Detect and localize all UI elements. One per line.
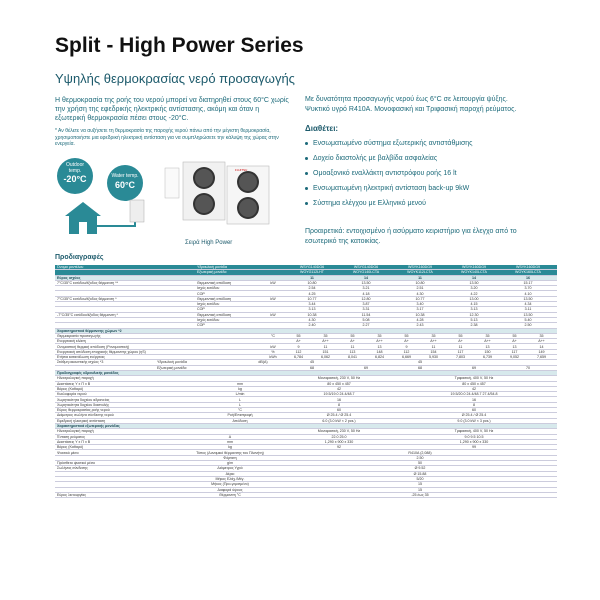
row-value: 35 — [377, 333, 382, 338]
row-value: 3.13 — [308, 307, 316, 312]
row-value: 13 — [377, 344, 382, 349]
row-unit: mm — [237, 381, 243, 386]
row-value: 2.50 — [416, 455, 424, 460]
row-unit: kg — [228, 445, 232, 450]
row-value: 2.38 — [470, 323, 478, 328]
page-subtitle: Υψηλής θερμοκρασίας νερό προσαγωγής — [55, 71, 295, 86]
row-value: 99 — [472, 445, 476, 450]
outdoor-unit-illustration — [165, 162, 269, 224]
row-unit: kW — [270, 296, 276, 301]
row-value: A+ — [512, 339, 517, 344]
row-value: 3.13 — [470, 307, 478, 312]
row-value: 150 — [484, 349, 491, 354]
row-value: 19.5/19.0 24.4/48.7 — [323, 392, 355, 397]
row-value: 9.0 9.5 10.5 — [464, 434, 484, 439]
row-value: A++ — [538, 339, 545, 344]
header-model-name: Όνομα μοντέλου — [57, 265, 84, 269]
row-value: 15 — [418, 487, 422, 492]
header-indoor-model: WSYK160DG9 — [408, 265, 432, 269]
row-value: 12.80 — [361, 296, 371, 301]
row-value: 7,803 — [456, 355, 465, 360]
feature-item: Δοχείο διαστολής με βαλβίδα ασφαλείας — [305, 155, 437, 162]
row-value: Μονοφασική, 230 V, 50 Hz — [317, 429, 361, 434]
feature-item: Ενσωματωμένη ηλεκτρική αντίσταση back-up 9kW — [305, 185, 469, 192]
row-value: A+ — [350, 339, 355, 344]
row-value: 3.11 — [524, 307, 532, 312]
row-value: Ø 9.52 — [414, 466, 426, 471]
row-value: A+ — [296, 339, 301, 344]
water-temp-value: 60°C — [114, 180, 136, 190]
row-sub: COP — [197, 323, 205, 328]
specs-title: Προδιαγραφές — [55, 254, 104, 261]
row-label: Ηλεκτρολογική παροχή — [57, 376, 94, 381]
row-value: 13 — [485, 344, 490, 349]
row-value: 22.0 25.0 — [331, 434, 347, 439]
row-unit: L — [239, 397, 241, 402]
header-outdoor-model: WOYK112LCTA — [407, 270, 433, 275]
row-unit: Φόρτιση — [223, 455, 237, 460]
row-value: 1,290 x 900 x 330 — [459, 439, 489, 444]
product-figure — [55, 148, 290, 240]
row-value: Τριφασική, 400 V, 50 Hz — [454, 429, 494, 434]
feature-item: Σύστημα ελέγχου με Ελληνικό μενού — [305, 200, 426, 207]
header-indoor-model: WSYG140DG6 — [299, 265, 325, 269]
row-value: 151 — [322, 349, 329, 354]
row-sub: Θερμαντική απόδοση — [197, 280, 232, 285]
header-indoor-model: WSYK160DG9 — [516, 265, 540, 269]
row-value: 7,659 — [537, 355, 546, 360]
capacity-value: 16 — [526, 275, 530, 280]
row-value: 1,290 x 900 x 330 — [324, 439, 354, 444]
row-label: Ενεργειακή κλάση — [57, 339, 86, 344]
header-indoor: Υδραυλική μονάδα — [197, 265, 227, 269]
row-value: 68 — [418, 365, 422, 370]
specs-table — [55, 265, 557, 600]
feature-item: Ενσωματωμένο σύστημα εξωτερικής αντιστάθμισης — [305, 140, 473, 147]
section-heading: Προδιαγραφές υδραυλικής μονάδας — [57, 371, 119, 375]
row-value: 92 — [337, 445, 341, 450]
row-value: A+ — [458, 339, 463, 344]
row-value: 42 — [337, 386, 341, 391]
capacity-value: 11 — [310, 275, 314, 280]
row-unit: L/min — [235, 392, 245, 397]
row-value: 6,784 — [294, 355, 303, 360]
row-value: 16 — [472, 397, 476, 402]
right-para-2: Ψυκτικό υγρό R410A. Μονοφασική και Τριφασική παροχή ρεύματος. — [305, 106, 517, 113]
row-sub: Θερμαντική απόδοση — [197, 312, 232, 317]
heat-pump-illustration — [55, 148, 290, 240]
row-value: 15.17 — [523, 280, 533, 285]
row-value: 3.87 — [362, 302, 370, 307]
row-value: 3.44 — [308, 302, 316, 307]
row-value: A++ — [484, 339, 491, 344]
intro-paragraph: Η θερμοκρασία της ροής του νερού μπορεί να διατηρηθεί στους 60°C χωρίς την χρήση της εφεδρικής ηλεκτρικής αντίστασης, ακόμη και όταν η εξωτερική θερμοκρασία πέσει στους -20°C. — [55, 97, 289, 122]
row-label: Θερμοκρασία προσαγωγής — [57, 333, 101, 338]
page-title: Split - High Power Series — [55, 34, 304, 57]
row-value: 117 — [457, 349, 464, 354]
feature-item: Ομοαξονικό εναλλάκτη αντιστρόφου ροής 16 lt — [305, 170, 457, 177]
row-value: 9 — [297, 344, 300, 349]
row-value: 3.70 — [524, 286, 532, 291]
row-value: 3.20 — [470, 286, 478, 291]
row-value: 6.0 (3.0 kW × 2 pcs.) — [322, 418, 356, 423]
row-value: R410A (2,088) — [408, 450, 432, 455]
row-value: 4.30 — [416, 291, 424, 296]
row-value: 68 — [310, 365, 314, 370]
header-outdoor-model: WOYG112LHT — [300, 270, 324, 275]
row-value: 9,052 — [510, 355, 519, 360]
row-label: Χωρητικότητα δοχείου αδρανείας — [57, 397, 110, 402]
row-value: 13.50 — [523, 312, 533, 317]
water-temp-label: Water temp. — [111, 173, 139, 179]
row-value: 2.51 — [416, 286, 424, 291]
row-unit: kg — [238, 386, 242, 391]
row-sub: Υδραυλική μονάδα — [157, 360, 187, 365]
row-sub: COP — [197, 291, 205, 296]
row-value: 5.13 — [470, 318, 478, 322]
row-sub: Ισχύς εισόδου — [197, 318, 220, 322]
optional-note: Προαιρετικά: εντοιχισμένο ή ασύρματο κειριστήριο για έλεγχο από το εσωτερικό της κατοικίας. — [305, 228, 517, 245]
right-para-1: Με δυνατότητα προσαγωγής νερού έως 6°C σε λειτουργία ψύξης. — [305, 96, 508, 103]
outdoor-temp-value: -20°C — [63, 174, 87, 184]
row-unit: Αέριο — [225, 471, 235, 476]
row-unit: dB(A) — [258, 360, 268, 365]
row-value: Μονοφασική, 230 V, 50 Hz — [317, 376, 361, 381]
row-value: 112 — [403, 349, 410, 354]
row-value: 4.30 — [308, 318, 316, 322]
row-value: 11 — [350, 344, 355, 349]
row-unit: % — [271, 349, 275, 354]
row-value: A++ — [430, 339, 437, 344]
row-value: 2.54 — [308, 286, 316, 291]
row-value: 10.80 — [415, 280, 425, 285]
row-value: 13 — [512, 344, 517, 349]
figure-caption: Σειρά High Power — [185, 240, 233, 246]
hydro-unit-icon — [130, 200, 144, 222]
row-unit: kW — [270, 312, 276, 317]
row-label: Πρόσθετο ψυκτικό μέσο — [57, 461, 96, 466]
row-value: 2.27 — [362, 323, 370, 328]
row-value: 55 — [512, 333, 517, 338]
row-unit: Τύπος (Δυναμικό θέρμανσης του Πλανήτη) — [196, 450, 264, 455]
row-value: 154 — [430, 349, 437, 354]
row-unit: Απόδοση — [232, 418, 248, 423]
row-value: 10.38 — [415, 312, 425, 317]
row-value: 11 — [431, 344, 436, 349]
row-value: 80 x 450 x 457 — [327, 381, 351, 386]
row-value: 8 — [338, 402, 340, 407]
row-value: 13.50 — [469, 280, 479, 285]
row-unit: Μήκος Ελάχ./Μέγ. — [215, 477, 245, 481]
outdoor-label: Outdoor — [65, 162, 85, 168]
row-value: 11 — [458, 344, 463, 349]
row-value: 13.50 — [361, 280, 371, 285]
row-label: Διαστάσεις Υ x Π x Β — [57, 439, 91, 444]
row-value: 113 — [349, 349, 356, 354]
row-unit: A — [228, 434, 232, 439]
section-heading: Χαρακτηριστικά εξωτερικής μονάδας — [57, 424, 120, 428]
row-value: 117 — [511, 349, 518, 354]
row-value: 42 — [472, 386, 476, 391]
row-value: A+ — [404, 339, 409, 344]
brand-label: FUJITSU — [235, 168, 248, 172]
row-unit: Μήκος (Προ-γεμισμένο) — [211, 482, 249, 487]
capacity-value: 14 — [472, 275, 476, 280]
row-label: Κυκλοφορία νερού — [57, 392, 87, 397]
row-value: 12.30 — [469, 312, 479, 317]
row-value: 10.77 — [415, 296, 425, 301]
row-unit: Διαφορά ύψους — [217, 487, 243, 492]
row-sub: Ισχύς εισόδου — [197, 286, 220, 291]
row-label: Διαστάσεις Υ x Π x Β — [57, 381, 91, 386]
capacity-value: 11 — [418, 275, 422, 280]
row-value: 14 — [539, 344, 544, 349]
row-label: Ηλεκτρολογική παροχή — [57, 429, 94, 434]
row-label: Ψυκτικό μέσο — [57, 450, 79, 455]
row-value: 16 — [337, 397, 341, 402]
row-value: 148 — [376, 349, 383, 354]
row-value: 55 — [404, 333, 409, 338]
row-value: 4.22 — [470, 291, 478, 296]
row-sub: Ισχύς εισόδου — [197, 302, 220, 307]
row-value: 9 — [405, 344, 408, 349]
row-label: 7°C/35°C εισόδου/έξοδος θέρμανση * — [57, 296, 117, 301]
row-unit: kW — [270, 344, 276, 349]
row-unit: L — [239, 402, 241, 407]
row-label: Χωρητικότητα δοχείου διαστολής — [57, 402, 110, 407]
capacity-label: Εύρος ισχύος — [57, 275, 81, 280]
row-value: 55 — [350, 333, 355, 338]
row-value: 5/20 — [416, 477, 424, 481]
row-value: 149 — [538, 349, 545, 354]
row-value: Τριφασική, 400 V, 50 Hz — [454, 376, 494, 381]
row-value: 19.5/20.0 24.4/48.7 27.4/54.8 — [450, 392, 498, 397]
header-outdoor: Εξωτερική μονάδα — [197, 270, 227, 275]
row-value: 9.0 (3.0 kW × 3 pcs.) — [457, 418, 491, 423]
row-value: 3.17 — [416, 307, 424, 312]
row-value: 11.54 — [361, 312, 371, 317]
row-label: Σωλήνας σύνδεσης — [57, 466, 88, 471]
row-label: Διάμετρος σωλήνα σύνδεσης νερού — [57, 413, 114, 418]
row-unit: mm — [227, 439, 233, 444]
row-sub: Εξωτερική μονάδα — [157, 365, 187, 370]
row-value: 70 — [526, 365, 530, 370]
row-value: 4.34 — [524, 302, 532, 307]
row-label: Βάρος (Καθαρό) — [57, 445, 84, 450]
row-value: 35 — [431, 333, 436, 338]
row-value: 35 — [323, 333, 328, 338]
row-value: 10.38 — [307, 312, 317, 317]
row-value: Ø 15.88 — [413, 471, 427, 476]
row-unit: Θέρμανση °C — [219, 492, 241, 497]
row-value: 69 — [364, 365, 368, 370]
row-value: 4.28 — [416, 318, 424, 322]
row-value: 55 — [296, 333, 301, 338]
row-label: 7°C/35°C εισόδου/έξοδος θέρμανση ** — [57, 280, 119, 285]
row-value: A++ — [322, 339, 329, 344]
row-value: 2.40 — [308, 323, 316, 328]
header-outdoor-model: WOYK160LCTA — [515, 270, 541, 275]
row-label: Στάθμη ακουστικής ισχύος *3 — [57, 360, 104, 365]
row-value: 3.31 — [362, 307, 370, 312]
row-label: Εύρος λειτουργίας — [57, 492, 87, 497]
row-unit: kW — [270, 280, 276, 285]
row-value: 4.25 — [308, 291, 316, 296]
row-unit: °C — [270, 333, 276, 338]
row-value: 6,824 — [375, 355, 384, 360]
row-value: 10.80 — [307, 280, 317, 285]
row-value: 13.00 — [469, 296, 479, 301]
row-sub: COP — [197, 307, 205, 312]
header-outdoor-model: WOYG140LCTA — [352, 270, 380, 275]
row-value: 3.21 — [362, 286, 370, 291]
row-value: 35 — [485, 333, 490, 338]
row-value: 80 x 450 x 457 — [462, 381, 486, 386]
row-value: 4.15 — [470, 302, 478, 307]
row-label: Εφεδρική ηλεκτρική αντίσταση — [57, 418, 106, 423]
row-value: 60 — [472, 408, 476, 413]
row-value: 6,739 — [483, 355, 492, 360]
row-value: 5.40 — [524, 318, 532, 322]
header-outdoor-model: WOYK140LCTA — [461, 270, 487, 275]
row-value: 4.10 — [524, 291, 532, 296]
row-value: 8 — [473, 402, 475, 407]
table-row — [55, 493, 557, 498]
row-unit: °C — [237, 408, 243, 413]
row-value: 55 — [458, 333, 463, 338]
row-label: Βάρος (Καθαρό) — [57, 386, 84, 391]
capacity-value: 14 — [364, 275, 368, 280]
row-value: 10.77 — [307, 296, 317, 301]
row-value: 6,669 — [402, 355, 411, 360]
row-unit: Διάμετρος Υγρό — [217, 466, 243, 471]
row-value: 60 — [337, 408, 341, 413]
row-unit: g/m — [227, 461, 233, 466]
row-label: Ετήσια κατανάλωση ενέργειας — [57, 355, 105, 360]
row-label: Εύρος θερμοκρασίας ροής νερού — [57, 408, 110, 413]
row-value: 13.50 — [523, 296, 533, 301]
row-label: Ενεργειακή απόδοση εποχιακής θέρμανσης χώρου (ηS) — [57, 349, 146, 354]
row-value: Ø 25.4 / Ø 25.4 — [326, 413, 352, 418]
row-value: 11 — [323, 344, 328, 349]
row-value: 8,041 — [348, 355, 357, 360]
row-unit: kWh — [269, 355, 277, 360]
row-value: 50 — [418, 461, 422, 466]
intro-note: * Αν θέλετε να αυξήσετε τη θερμοκρασία της παροχής νερού πάνω από την μέγιστη θερμοκρασία, χρησιμοποιήστε μια εφεδρική ηλεκτρική αντίσταση για να συμπληρώσετε την κάλυψη της χώρας στην ενεργεία. — [55, 128, 279, 147]
row-value: 5.08 — [362, 318, 370, 322]
row-value: 6,062 — [321, 355, 330, 360]
row-unit: Ροή/Επιστροφή — [227, 413, 253, 418]
row-value: Ø 25.4 / Ø 25.4 — [461, 413, 487, 418]
row-value: 45 — [310, 360, 314, 365]
row-value: 3.40 — [416, 302, 424, 307]
row-value: 112 — [295, 349, 302, 354]
outdoor-temp-label: temp. — [68, 168, 82, 174]
row-sub: Θερμαντική απόδοση — [197, 296, 232, 301]
row-value: 2.50 — [524, 323, 532, 328]
row-value: A++ — [376, 339, 383, 344]
row-value: 15 — [418, 482, 422, 487]
row-value: 35 — [539, 333, 544, 338]
row-value: 5,930 — [429, 355, 438, 360]
row-label: Ονομαστική θερμική απόδοση (Ρονομαστική) — [57, 344, 130, 349]
header-indoor-model: WSYK160DG9 — [462, 265, 486, 269]
section-heading: Χαρακτηριστικά θέρμανσης χώρων *2 — [57, 328, 122, 333]
row-value: 69 — [472, 365, 476, 370]
row-label: -7°C/35°C εισόδου/έξοδος θέρμανση * — [57, 312, 118, 317]
row-value: 45 — [418, 360, 422, 365]
header-indoor-model: WSYG140DG6 — [353, 265, 379, 269]
row-value: 4.18 — [362, 291, 370, 296]
house-roof-icon — [65, 202, 101, 216]
row-value: 2.43 — [416, 323, 424, 328]
row-value: -25 έως 35 — [411, 492, 429, 497]
row-label: Ένταση ρεύματος — [57, 434, 86, 439]
features-heading: Διαθέτει: — [305, 124, 339, 133]
